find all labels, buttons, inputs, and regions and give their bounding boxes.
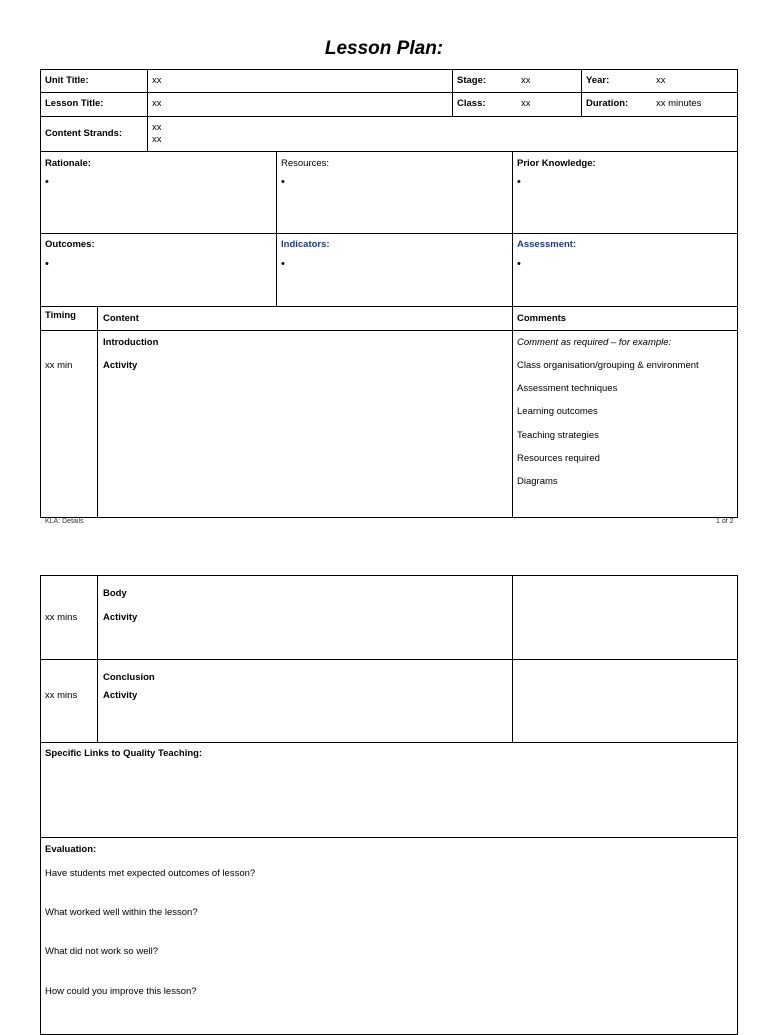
prior-knowledge-label: Prior Knowledge: <box>517 158 596 169</box>
comment-item: Diagrams <box>517 476 558 487</box>
page-title: Lesson Plan: <box>324 38 444 59</box>
comment-item: Teaching strategies <box>517 430 599 441</box>
row-divider <box>40 116 738 117</box>
comment-item: Learning outcomes <box>517 406 598 417</box>
lesson-plan-table <box>40 69 738 518</box>
class-label: Class: <box>457 98 486 109</box>
col-divider <box>581 69 582 116</box>
body-activity: Activity <box>103 612 138 623</box>
resources-bullet[interactable]: • <box>281 176 285 188</box>
outcomes-bullet[interactable]: • <box>45 258 49 270</box>
col-divider <box>97 306 98 517</box>
col-divider <box>512 151 513 517</box>
row-divider <box>40 659 738 660</box>
footer-left: KLA: Details <box>45 518 84 525</box>
col-divider <box>512 575 513 742</box>
unit-title-label: Unit Title: <box>45 75 89 86</box>
col-divider <box>97 575 98 742</box>
row-divider <box>40 742 738 743</box>
body-title: Body <box>103 588 127 599</box>
comment-item: Comment as required – for example: <box>517 337 672 348</box>
indicators-bullet[interactable]: • <box>281 258 285 270</box>
lesson-title-value[interactable]: xx <box>152 98 162 109</box>
col-divider <box>452 69 453 116</box>
rationale-bullet[interactable]: • <box>45 176 49 188</box>
evaluation-question: What did not work so well? <box>45 946 158 957</box>
unit-title-value[interactable]: xx <box>152 75 162 86</box>
outcomes-label: Outcomes: <box>45 239 95 250</box>
stage-value[interactable]: xx <box>521 75 531 86</box>
row-divider <box>40 92 738 93</box>
row-divider <box>40 330 738 331</box>
evaluation-label: Evaluation: <box>45 844 97 855</box>
comment-item: Assessment techniques <box>517 383 618 394</box>
duration-value[interactable]: xx minutes <box>656 98 702 109</box>
row-divider <box>40 837 738 838</box>
footer-right: 1 of 2 <box>716 518 734 525</box>
lesson-title-label: Lesson Title: <box>45 98 104 109</box>
introduction-time[interactable]: xx min <box>45 360 73 371</box>
quality-teaching-label: Specific Links to Quality Teaching: <box>45 748 203 759</box>
prior-knowledge-bullet[interactable]: • <box>517 176 521 188</box>
comment-item: Class organisation/grouping & environment <box>517 360 699 371</box>
body-time[interactable]: xx mins <box>45 612 78 623</box>
content-strands-value[interactable]: xx <box>152 122 162 133</box>
col-divider <box>147 69 148 151</box>
evaluation-question: Have students met expected outcomes of lesson? <box>45 868 256 879</box>
indicators-label: Indicators: <box>281 239 330 250</box>
conclusion-activity: Activity <box>103 690 138 701</box>
introduction-title: Introduction <box>103 337 159 348</box>
duration-label: Duration: <box>586 98 629 109</box>
introduction-activity: Activity <box>103 360 138 371</box>
content-strands-value[interactable]: xx <box>152 134 162 145</box>
year-value[interactable]: xx <box>656 75 666 86</box>
year-label: Year: <box>586 75 610 86</box>
comment-item: Resources required <box>517 453 600 464</box>
conclusion-time[interactable]: xx mins <box>45 690 78 701</box>
class-value[interactable]: xx <box>521 98 531 109</box>
timing-header: Timing <box>45 310 76 321</box>
evaluation-question: What worked well within the lesson? <box>45 907 198 918</box>
page2-table <box>40 575 738 1035</box>
evaluation-question: How could you improve this lesson? <box>45 986 197 997</box>
resources-label: Resources: <box>281 158 330 169</box>
comments-header: Comments <box>517 313 567 324</box>
rationale-label: Rationale: <box>45 158 91 169</box>
row-divider <box>40 306 738 307</box>
assessment-label: Assessment: <box>517 239 577 250</box>
content-strands-label: Content Strands: <box>45 128 123 139</box>
row-divider <box>40 151 738 152</box>
content-header: Content <box>103 313 139 324</box>
row-divider <box>40 233 738 234</box>
stage-label: Stage: <box>457 75 487 86</box>
assessment-bullet[interactable]: • <box>517 258 521 270</box>
conclusion-title: Conclusion <box>103 672 155 683</box>
col-divider <box>276 151 277 306</box>
